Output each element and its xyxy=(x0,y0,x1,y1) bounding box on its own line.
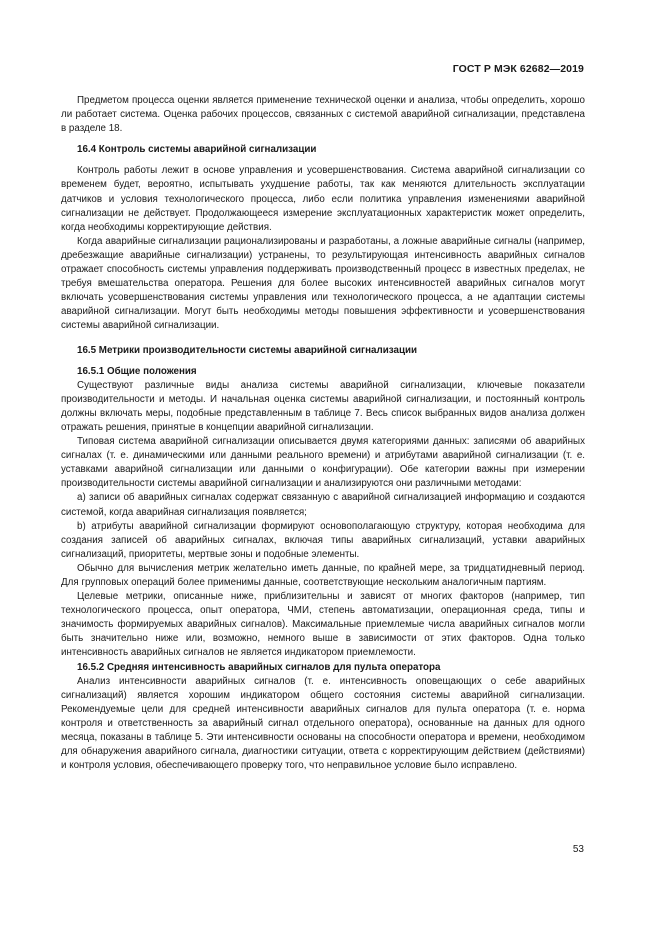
paragraph-16-5-1-4: Целевые метрики, описанные ниже, приблизительны и зависят от многих факторов (например, тип технологического процесса, опыт оператора, ЧМИ, степень автоматизации, операционная среда, типы и значимость формируемых аварийных сигналов). Максимальные приемлемые числа аварийных сигналов могли быть значительно ниже или, возможно, немного выше в зависимости от этих факторов. Одна только интенсивность аварийных сигналов не является индикатором приемлемости. xyxy=(61,591,585,659)
list-item-b: b) атрибуты аварийной сигнализации формируют основополагающую структуру, которая необходима для создания записей об аварийных сигналах, включая типы аварийных сигнализаций, уставки аварийных сигнализаций, приоритеты, мертвые зоны и подобные элементы. xyxy=(61,520,585,560)
paragraph-16-5-1-1: Существуют различные виды анализа системы аварийной сигнализации, ключевые показатели производительности и методы. И начальная оценка системы аварийной сигнализации, и постоянный контроль должны включать меры, подобные представленным в таблице 7. Весь список выбранных видов анализа должен отражать решения, принятые в концепции аварийной сигнализации. xyxy=(61,379,585,433)
section-heading-16-5: 16.5 Метрики производительности системы аварийной сигнализации xyxy=(77,344,418,356)
paragraph-16-4-2: Когда аварийные сигнализации рационализированы и разработаны, а ложные аварийные сигналы (например, дребезжащие аварийные сигнализации) устранены, то результирующая интенсивность аварийных сигналов отражает способность системы управления поддерживать производственный процесс в известных пределах, не требуя вмешательства оператора. Решения для более высоких интенсивностей аварийных сигналов могут включать усовершенствования системы управления или технологического процесса, а не адаптации системы аварийной сигнализации. Могут быть необходимы методы повышения эффективности и усовершенствования системы аварийной сигнализации. xyxy=(61,235,585,332)
subsection-heading-16-5-2: 16.5.2 Средняя интенсивность аварийных сигналов для пульта оператора xyxy=(77,661,441,673)
document-body xyxy=(61,94,585,773)
paragraph-16-4-1: Контроль работы лежит в основе управления и усовершенствования. Система аварийной сигнализации со временем будет, вероятно, испытывать ухудшение работы, так как меняются длительность эксплуатации датчиков и условия технологического процесса, либо если политика управления изменениями аварийной сигнализации не действует. Продолжающееся измерение эксплуатационных характеристик может определить, когда необходимы корректирующие действия. xyxy=(61,165,585,233)
standard-header: ГОСТ Р МЭК 62682—2019 xyxy=(452,63,584,75)
spacer xyxy=(61,334,585,344)
page-number: 53 xyxy=(572,844,584,855)
subsection-heading-16-5-1: 16.5.1 Общие положения xyxy=(77,365,197,377)
paragraph-intro: Предметом процесса оценки является применение технической оценки и анализа, чтобы определить, хорошо ли работает система. Оценка рабочих процессов, связанных с системой аварийной сигнализации, представлена в разделе 18. xyxy=(61,95,585,135)
paragraph-16-5-2-1: Анализ интенсивности аварийных сигналов (т. е. интенсивность оповещающих о себе аварийных сигнализаций) является хорошим индикатором общего состояния системы аварийной сигнализации. Рекомендуемые цели для средней интенсивности аварийных сигналов для пульта оператора (т. е. норма контроля и ответственность за аварийный сигнал отдельного оператора), основанные на данных для одного месяца, показаны в таблице 5. Эти интенсивности основаны на способности оператора и времени, необходимом для обнаружения аварийного сигнала, диагностики ситуации, ответа с корректирующим действием (действиями) и контроля условия, обеспечивающего проверку того, что неправильное условие было исправлено. xyxy=(61,675,585,772)
spacer xyxy=(61,157,585,164)
section-heading-16-4: 16.4 Контроль системы аварийной сигнализации xyxy=(77,144,317,156)
paragraph-16-5-1-2: Типовая система аварийной сигнализации описывается двумя категориями данных: записями об аварийных сигналах (т. е. динамическими или данными реального времени) и атрибутами аварийной сигнализации (т. е. уставками аварийной сигнализации или данными о конфигурации). Обе категории важны при измерении производительности системы аварийной сигнализации и анализируются они различными методами: xyxy=(61,436,585,490)
list-item-a: a) записи об аварийных сигналах содержат связанную с аварийной сигнализацией информацию и создаются системой, когда аварийная сигнализация появляется; xyxy=(61,492,585,518)
spacer xyxy=(61,136,585,143)
paragraph-16-5-1-3: Обычно для вычисления метрик желательно иметь данные, по крайней мере, за тридцатидневный период. Для групповых операций более применимы данные, соответствующие нескольким аналогичным партиям. xyxy=(61,562,585,588)
spacer xyxy=(61,358,585,365)
